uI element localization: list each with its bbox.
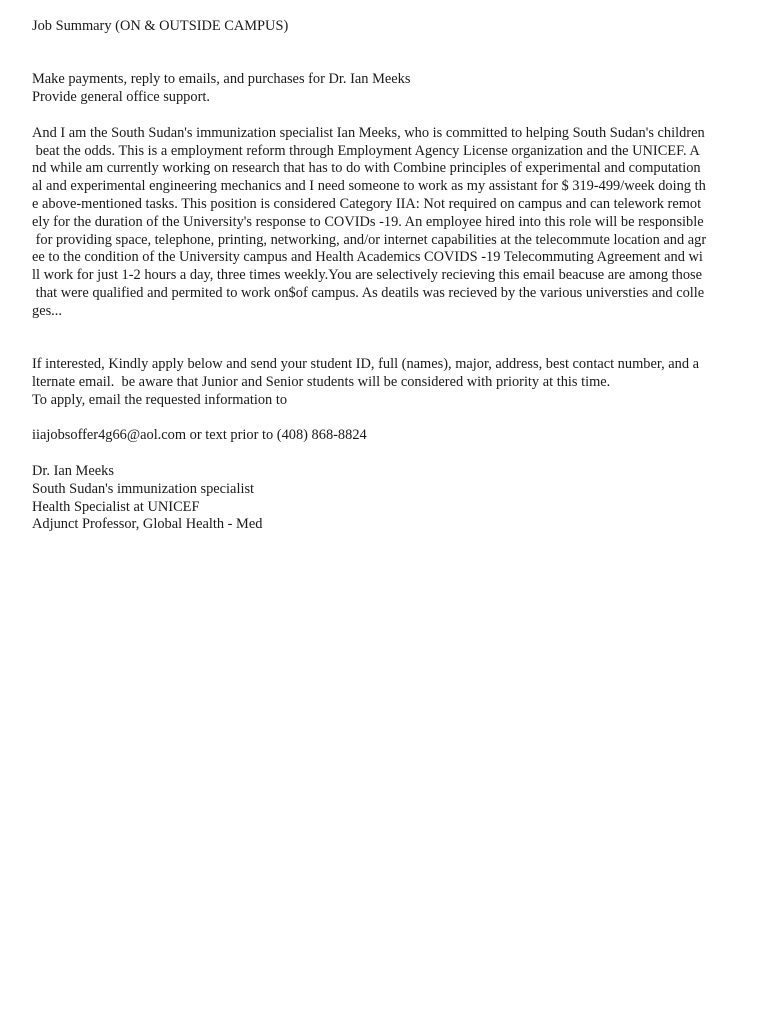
body-paragraph [32, 125, 736, 321]
body-line: that were qualified and permited to work on$of campus. As deatils was recieved by the various universties and colle [32, 284, 705, 301]
body-line: ely for the duration of the University's response to COVIDs -19. An employee hired into this role will be responsible [32, 213, 704, 230]
apply-line: lternate email. be aware that Junior and Senior students will be considered with priority at this time. [32, 373, 611, 390]
spacer [32, 107, 736, 125]
apply-line: If interested, Kindly apply below and send your student ID, full (names), major, address, best contact number, and a [32, 356, 700, 373]
body-line: ee to the condition of the University campus and Health Academics COVIDS -19 Telecommuting Agreement and wi [32, 249, 703, 266]
body-line: for providing space, telephone, printing, networking, and/or internet capabilities at the telecommute location and agr [32, 231, 707, 248]
body-line: beat the odds. This is a employment reform through Employment Agency License organization and the UNICEF. A [32, 142, 700, 159]
body-line: nd while am currently working on research that has to do with Combine principles of experimental and computation [32, 160, 701, 177]
body-line: al and experimental engineering mechanics and I need someone to work as my assistant for $ 319-499/week doing th [32, 178, 706, 195]
body-line: e above-mentioned tasks. This position is considered Category IIA: Not required on campus and can telework remot [32, 195, 702, 212]
apply-paragraph [32, 356, 736, 409]
apply-line: To apply, email the requested information to [32, 391, 288, 408]
document-title: Job Summary (ON & OUTSIDE CAMPUS) [32, 18, 289, 34]
signature-title: South Sudan's immunization specialist [32, 480, 255, 497]
duty-line: Make payments, reply to emails, and purchases for Dr. Ian Meeks [32, 71, 411, 88]
spacer [32, 321, 736, 357]
signature-title: Health Specialist at UNICEF [32, 498, 200, 515]
duties-paragraph [32, 71, 736, 107]
signature-block [32, 463, 736, 534]
signature-name: Dr. Ian Meeks [32, 462, 114, 479]
spacer [32, 410, 736, 428]
contact-line: iiajobsoffer4g66@aol.com or text prior to (408) 868-8824 [32, 427, 367, 444]
body-line: And I am the South Sudan's immunization specialist Ian Meeks, who is committed to helping South Sudan's children [32, 124, 705, 141]
spacer [32, 36, 736, 72]
spacer [32, 445, 736, 463]
body-line: ges... [32, 302, 62, 319]
signature-title: Adjunct Professor, Global Health - Med [32, 516, 263, 533]
body-line: ll work for just 1-2 hours a day, three times weekly.You are selectively recieving this email beacuse are among those [32, 267, 703, 284]
document-page [32, 18, 736, 534]
duty-line: Provide general office support. [32, 89, 210, 106]
